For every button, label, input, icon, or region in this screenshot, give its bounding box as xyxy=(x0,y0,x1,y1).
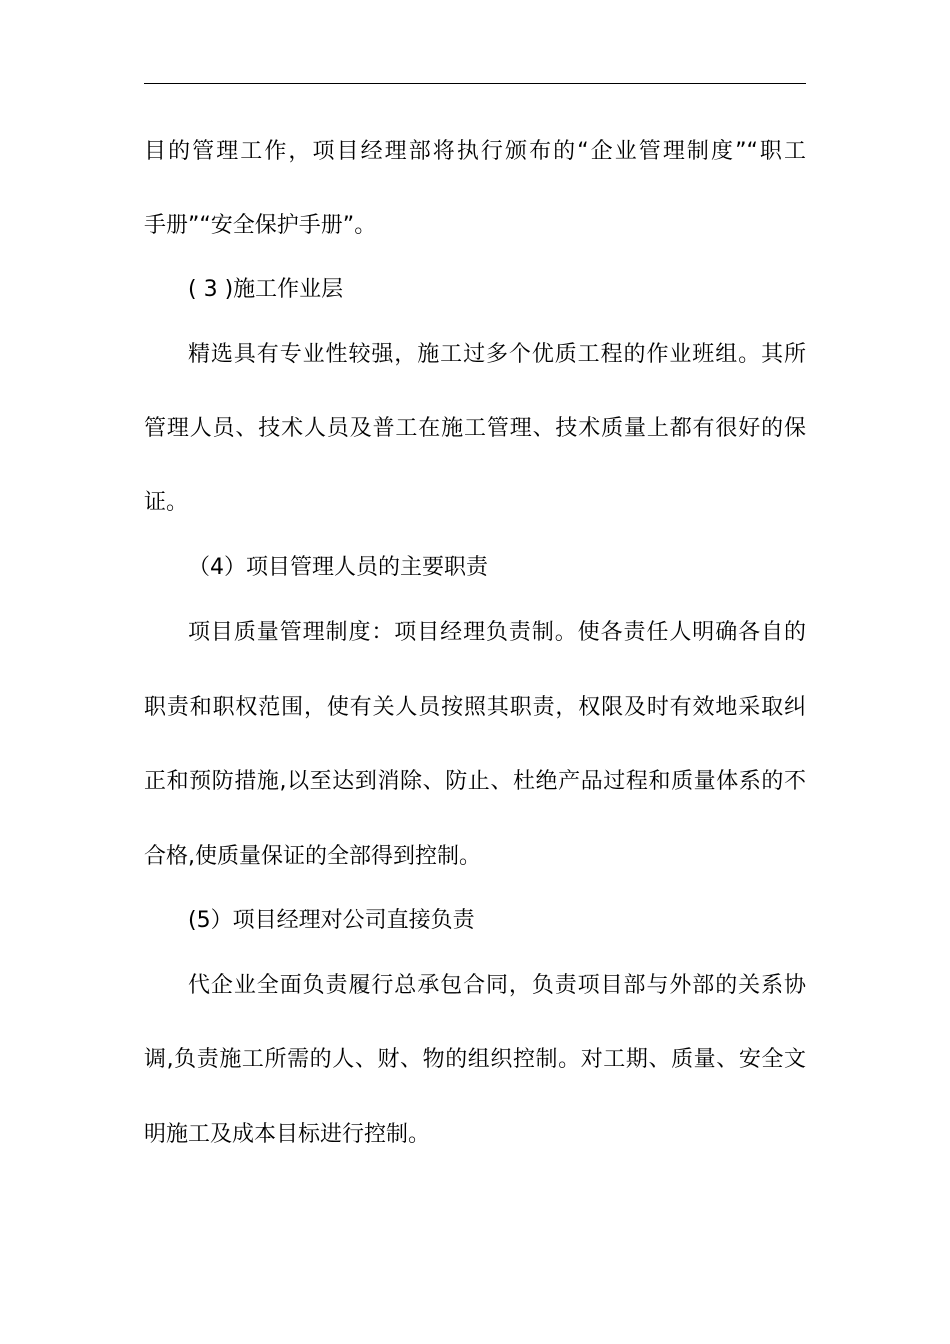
text-line: 职责和职权范围，使有关人员按照其职责，权限及时有效地采取纠 xyxy=(144,695,806,720)
header-rule xyxy=(144,83,806,84)
text-line: 代企业全面负责履行总承包合同，负责项目部与外部的关系协 xyxy=(188,973,806,998)
text-line: 管理人员、技术人员及普工在施工管理、技术质量上都有很好的保 xyxy=(144,416,806,441)
text-line: 精选具有专业性较强，施工过多个优质工程的作业班组。其所 xyxy=(188,342,806,367)
text-line: 手册”“安全保护手册”。 xyxy=(144,213,377,238)
section-heading-3: ( 3 )施工作业层 xyxy=(188,277,344,302)
section-heading-4: （4）项目管理人员的主要职责 xyxy=(188,555,488,580)
section-heading-5: (5）项目经理对公司直接负责 xyxy=(188,908,475,933)
text-line: 目的管理工作，项目经理部将执行颁布的“企业管理制度”“职工 xyxy=(144,139,806,164)
text-line: 明施工及成本目标进行控制。 xyxy=(144,1122,431,1147)
text-line: 正和预防措施,以至达到消除、防止、杜绝产品过程和质量体系的不 xyxy=(144,769,806,794)
text-line: 合格,使质量保证的全部得到控制。 xyxy=(144,844,481,869)
text-line: 调,负责施工所需的人、财、物的组织控制。对工期、质量、安全文 xyxy=(144,1047,806,1072)
text-line: 证。 xyxy=(144,490,189,515)
text-line: 项目质量管理制度：项目经理负责制。使各责任人明确各自的 xyxy=(188,620,806,645)
